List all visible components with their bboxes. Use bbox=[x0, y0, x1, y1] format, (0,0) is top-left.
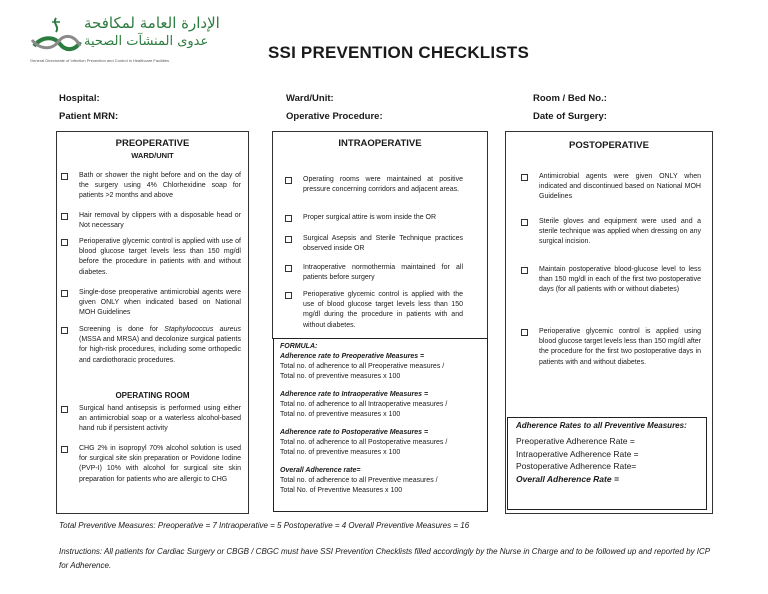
formula-pre-label: Adherence rate to Preoperative Measures = bbox=[280, 353, 425, 360]
intra-item-4-text: Intraoperative normothermia maintained for all patients before surgery bbox=[303, 264, 463, 282]
formula-panel bbox=[273, 338, 488, 512]
pre-item-2-text: Hair removal by clippers with a disposable head or Not necessary bbox=[79, 212, 241, 230]
logo-emblem-icon bbox=[30, 16, 82, 56]
organism-name: Staphylococcus aureus bbox=[164, 326, 241, 333]
postoperative-title: POSTOPERATIVE bbox=[569, 140, 649, 151]
instructions-text: Instructions: All patients for Cardiac Surgery or CBGB / CBGC must have SSI Prevention Checklists filled accordingly by the Nurse in Charge and to be followed up and reported by ICP for Adherence. bbox=[59, 547, 710, 570]
post-item-1-checkbox[interactable] bbox=[521, 174, 528, 181]
intra-item-5-checkbox[interactable] bbox=[285, 292, 292, 299]
pre-adherence-rate: Preoperative Adherence Rate = bbox=[516, 436, 635, 446]
post-item-4-checkbox[interactable] bbox=[521, 329, 528, 336]
formula-post-label: Adherence rate to Postoperative Measures = bbox=[280, 429, 429, 436]
intra-adherence-rate: Intraoperative Adherence Rate = bbox=[516, 448, 639, 459]
logo-english-text: General Directorate of Infection Prevention and Control in Healthcare Facilities bbox=[30, 58, 169, 63]
intra-item-3-checkbox[interactable] bbox=[285, 236, 292, 243]
intra-item-4-checkbox[interactable] bbox=[285, 265, 292, 272]
pre-item-1-text: Bath or shower the night before and on the day of the surgery using 4% Chlorhexidine soap for patients >2 months and above bbox=[79, 172, 241, 200]
formula-post-line1: Total no. of adherence to all Postoperative measures / bbox=[280, 439, 448, 446]
pre-item-4-text: Single-dose preoperative antimicrobial agents were given ONLY when indicated based on National MOH Guidelines bbox=[79, 289, 241, 317]
intra-item-1-checkbox[interactable] bbox=[285, 177, 292, 184]
operating-room-heading: OPERATING ROOM bbox=[115, 391, 190, 400]
pre-item-1-checkbox[interactable] bbox=[61, 173, 68, 180]
formula-overall-line1: Total no. of adherence to all Preventive measures / bbox=[280, 477, 438, 484]
intraoperative-title: INTRAOPERATIVE bbox=[338, 138, 422, 149]
intra-item-1-text: Operating rooms were maintained at positive pressure concerning corridors and adjacent areas. bbox=[303, 176, 463, 194]
or-item-1-checkbox[interactable] bbox=[61, 406, 68, 413]
intra-item-2-checkbox[interactable] bbox=[285, 215, 292, 222]
operative-procedure-field: Operative Procedure: bbox=[286, 111, 383, 122]
post-item-2-text: Sterile gloves and equipment were used and a sterile technique was applied when dressing on any surgical incision. bbox=[539, 218, 701, 246]
intra-item-5-text: Perioperative glycemic control is applied with the use of blood glucose target levels less than 150 mg/dl during the procedure in patients with and without diabetes. bbox=[303, 291, 463, 329]
formula-heading: FORMULA: bbox=[280, 343, 318, 350]
ward-unit-field: Ward/Unit: bbox=[286, 93, 334, 104]
formula-intra-line1: Total no. of adherence to all Intraoperative measures / bbox=[280, 401, 448, 408]
or-item-1-text: Surgical hand antisepsis is performed using either an antimicrobial soap or a waterless alcohol-based hand rub if persistent activity bbox=[79, 405, 241, 433]
organization-logo bbox=[30, 14, 220, 64]
pre-item-5-checkbox[interactable] bbox=[61, 327, 68, 334]
overall-adherence-rate: Overall Adherence Rate = bbox=[516, 473, 619, 484]
room-bed-field: Room / Bed No.: bbox=[533, 93, 607, 104]
or-item-2-text: CHG 2% in isopropyl 70% alcohol solution is used for surgical site skin preparation or Povidone Iodine (PVP-I) 10% with alcohol for surgical site skin preparation for patients who are allergic to CHG bbox=[79, 445, 241, 483]
page-title: SSI PREVENTION CHECKLISTS bbox=[268, 43, 529, 62]
adherence-heading: Adherence Rates to all Preventive Measures: bbox=[516, 421, 687, 430]
date-of-surgery-field: Date of Surgery: bbox=[533, 111, 607, 122]
formula-pre-line2: Total no. of preventive measures x 100 bbox=[280, 373, 401, 380]
hospital-field: Hospital: bbox=[59, 93, 100, 104]
total-measures-summary: Total Preventive Measures: Preoperative = 7 Intraoperative = 5 Postoperative = 4 Overall Preventive Measures = 16 bbox=[59, 521, 470, 530]
preoperative-title: PREOPERATIVE bbox=[115, 138, 190, 149]
intra-item-2-text: Proper surgical attire is worn inside the OR bbox=[303, 214, 437, 221]
pre-item-3-text: Perioperative glycemic control is applied with use of blood glucose target levels less than 150 mg/dl before the procedure in patients with and without diabetes. bbox=[79, 238, 241, 276]
logo-arabic-line2: عدوى المنشآت الصحية bbox=[84, 34, 209, 49]
pre-item-5-text bbox=[79, 325, 241, 366]
formula-post-line2: Total no. of preventive measures x 100 bbox=[280, 449, 401, 456]
pre-item-2-checkbox[interactable] bbox=[61, 213, 68, 220]
pre-item-5-suffix: (MSSA and MRSA) and decolonize surgical patients for high-risk procedures, including some orthopedic and cardiothoracic procedures. bbox=[79, 336, 241, 364]
adherence-rates-panel bbox=[507, 417, 707, 510]
post-item-1-text: Antimicrobial agents were given ONLY when indicated and discontinued based on National MOH Guidelines bbox=[539, 173, 701, 201]
post-item-2-checkbox[interactable] bbox=[521, 219, 528, 226]
intra-item-3-text: Surgical Asepsis and Sterile Technique practices observed inside OR bbox=[303, 235, 463, 253]
pre-item-3-checkbox[interactable] bbox=[61, 239, 68, 246]
post-item-4-text: Perioperative glycemic control is applied using blood glucose target levels less than 150 mg/dl after the procedure for the first two postoperative days in patients with and without diabetes. bbox=[539, 328, 701, 366]
or-item-2-checkbox[interactable] bbox=[61, 446, 68, 453]
post-adherence-rate: Postoperative Adherence Rate= bbox=[516, 461, 637, 471]
logo-arabic-line1: الإدارة العامة لمكافحة bbox=[84, 14, 220, 32]
post-item-3-checkbox[interactable] bbox=[521, 267, 528, 274]
pre-item-4-checkbox[interactable] bbox=[61, 290, 68, 297]
post-item-3-text: Maintain postoperative blood-glucose level to less than 150 mg/dl in each of the first two postoperative days (for all patients with or without diabetes) bbox=[539, 266, 701, 294]
formula-intra-label: Adherence rate to Intraoperative Measures = bbox=[280, 391, 429, 398]
pre-item-5-prefix: Screening is done for bbox=[79, 326, 165, 333]
formula-pre-line1: Total no. of adherence to all Preoperative measures / bbox=[280, 363, 445, 370]
formula-overall-line2: Total No. of Preventive Measures x 100 bbox=[280, 487, 403, 494]
formula-intra-line2: Total no. of preventive measures x 100 bbox=[280, 411, 401, 418]
preoperative-subtitle: WARD/UNIT bbox=[131, 151, 174, 160]
patient-mrn-field: Patient MRN: bbox=[59, 111, 119, 122]
formula-overall-label: Overall Adherence rate= bbox=[280, 467, 361, 474]
